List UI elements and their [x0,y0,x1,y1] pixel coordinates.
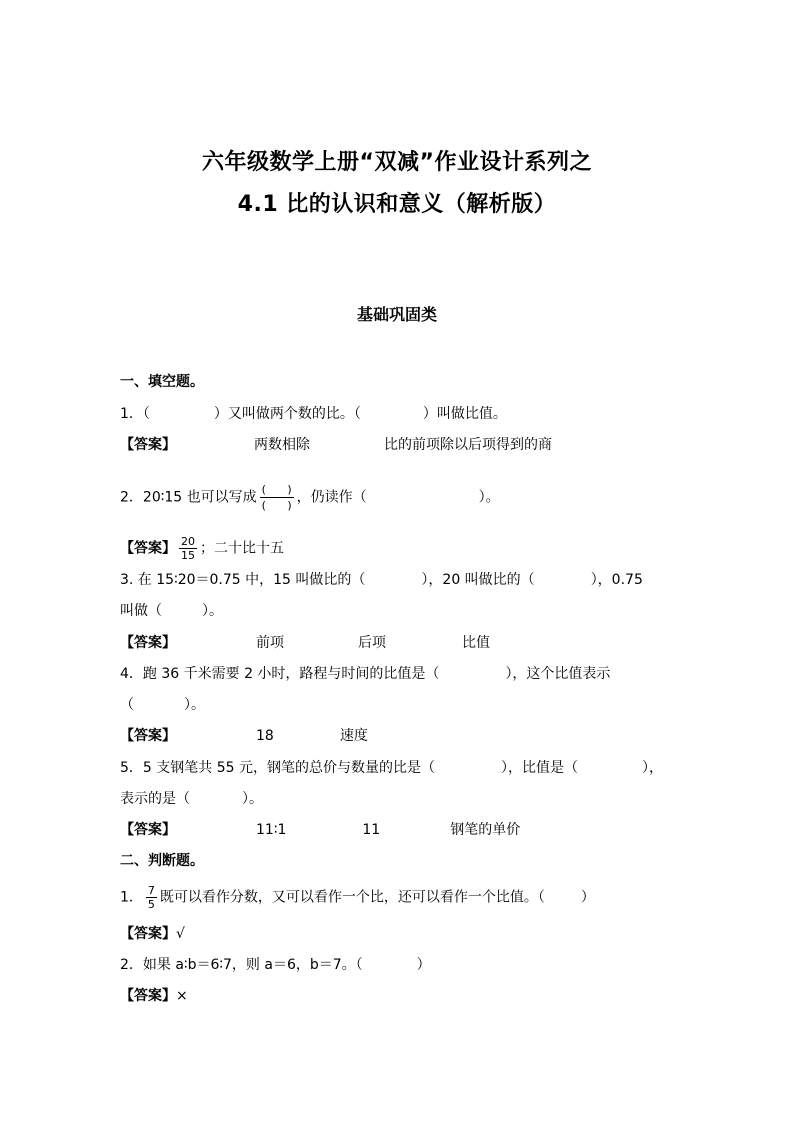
q2-answer-text: ；二十比十五 [200,540,284,557]
q3-text-b: ），20 叫做比的（ [421,572,535,588]
j2-text-b: ） [416,957,431,973]
q1-answer-2: 比的前项除以后项得到的商 [384,437,552,453]
answer-label: 【答案】 [120,822,176,838]
answer-1 [120,435,552,455]
q1-text-a: 1．（ [120,406,150,422]
q4-text-a: 4．跑 36 千米需要 2 小时，路程与时间的比值是（ [120,666,440,682]
q5-answer-3: 钢笔的单价 [450,822,521,838]
judgment-2 [120,955,431,975]
q3-text-e: ）。 [202,603,223,619]
answer-label: 【答案】 [120,728,176,744]
part1-heading: 一、填空题。 [120,374,204,390]
q4-text-d: ）。 [184,697,205,713]
q1-answer-1: 两数相除 [254,437,310,453]
answer-label: 【答案】 [120,988,176,1004]
document-title-line2: 4.1 比的认识和意义（解析版） [237,192,557,217]
q4-answer-2: 速度 [339,728,368,744]
answer-label: 【答案】 [120,540,176,557]
j1-answer: √ [176,926,185,942]
j1-text-b: 既可以看作分数，又可以看作一个比，还可以看作一个比值。（ [159,889,545,906]
q2-text-c: ）。 [478,489,500,506]
answer-label: 【答案】 [120,926,176,942]
q3-answer-2: 后项 [358,635,386,651]
question-1 [120,404,507,424]
question-3-cont [120,601,223,621]
part2-heading: 二、判断题。 [120,853,204,869]
fraction-7-5: $\frac{7}{5}$ [147,884,155,911]
q5-text-c: ）， [641,760,663,776]
q4-answer-1: 18 [256,728,274,744]
q4-text-b: ），这个比值表示 [505,666,611,682]
question-5 [120,758,663,778]
question-5-cont [120,789,263,809]
q3-answer-3: 比值 [462,635,490,651]
j2-text-a: 2．如果 a∶b＝6∶7，则 a＝6，b＝7。（ [120,957,363,973]
answer-j1 [120,924,185,944]
q5-text-e: ）。 [242,791,263,807]
answer-3 [120,633,490,653]
q5-answer-2: 11 [362,822,381,838]
blank-fraction: ( ) ( ) [261,483,292,512]
answer-5 [120,820,520,840]
q3-text-c: ），0.75 [590,572,643,588]
j1-text-a: 1． [120,889,143,906]
q3-answer-1: 前项 [256,635,284,651]
q2-text-a: 2．20∶15 也可以写成 [120,489,257,506]
j1-text-c: ） [580,889,595,906]
judgment-1 [120,884,595,911]
q5-text-b: ），比值是（ [500,760,578,776]
question-3 [120,570,643,590]
j2-answer: × [176,988,188,1004]
answer-j2 [120,986,188,1006]
question-2 [120,482,500,513]
answer-label: 【答案】 [120,635,176,651]
q5-answer-1: 11∶1 [256,822,287,838]
question-4-cont [120,695,205,715]
section-heading: 基础巩固类 [356,305,437,324]
q1-text-c: ）叫做比值。 [422,406,507,422]
question-4 [120,664,610,684]
q1-text-b: ）又叫做两个数的比。（ [213,406,361,422]
q5-text-a: 5．5 支钢笔共 55 元，钢笔的总价与数量的比是（ [120,760,435,776]
q3-text-a: 3. 在 15∶20＝0.75 中，15 叫做比的（ [120,572,366,588]
document-title-line1: 六年级数学上册“双减”作业设计系列之 [202,150,592,175]
answer-4 [120,726,368,746]
q4-text-c: （ [120,697,134,713]
answer-fraction: $\frac{20}{15}$ [181,535,195,562]
q2-text-b: ，仍读作（ [296,489,367,506]
answer-label: 【答案】 [120,437,176,453]
answer-2 [120,535,284,562]
q3-text-d: 叫做（ [120,603,162,619]
q5-text-d: 表示的是（ [120,791,190,807]
